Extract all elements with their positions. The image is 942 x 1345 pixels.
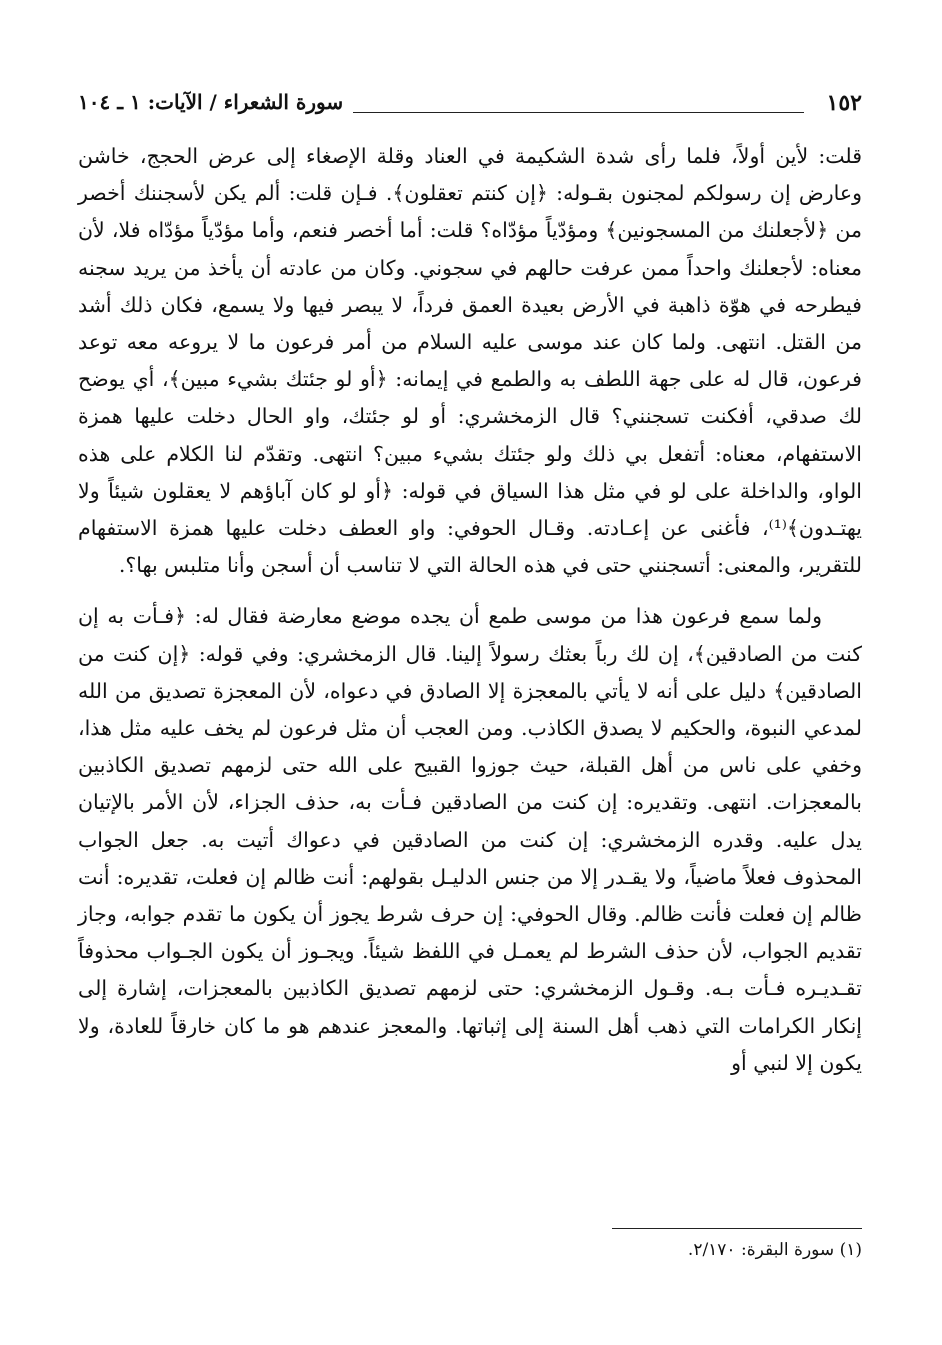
paragraph-1: قلت: لأين أولاً، فلما رأى شدة الشكيمة في العناد وقلة الإصغاء إلى عرض الحجج، خاشن وعارض إن رسولكم لمجنون بقـوله: ﴿إن كنتم تعقلون﴾. فـإن قلت: ألم يكن لأسجننك أخصر من ﴿لأجعلنك من المسجونين﴾ ومؤدّياً مؤدّاه؟ قلت: أما أخصر فنعم، وأما مؤدّياً مؤدّاه فلا، لأن معناه: لأجعلنك واحداً ممن عرفت حالهم في سجوني. وكان من عادته أن يأخذ من يريد سجنه فيطرحه في هوّة ذاهبة في الأرض بعيدة العمق فرداً، لا يبصر فيها ولا يسمع، فكان ذلك أشد من القتل. انتهى. ولما كان عند موسى عليه السلام من أمر فرعون ما لا يروعه معه توعد فرعون، قال له على جهة اللطف به والطمع في إيمانه: ﴿أو لو جئتك بشيء مبين﴾، أي يوضح لك صدقي، أفكنت تسجنني؟ قال الزمخشري: أو لو جئتك، واو الحال دخلت عليها همزة الاستفهام، معناه: أتفعل بي ذلك ولو جئتك بشيء مبين؟ انتهى. وتقدّم لنا الكلام على هذه الواو، والداخلة على لو في مثل هذا السياق في قوله: ﴿أو لو كان آباؤهم لا يعقلون شيئاً ولا يهتـدون﴾⁽¹⁾، فأغنى عن إعـادته. وقـال الحوفي: واو العطف دخلت عليها همزة الاستفهام للتقرير، والمعنى: أتسجنني حتى في هذه الحالة التي لا تناسب أن أسجن وأنا متلبس بها؟.: [78, 144, 862, 578]
header-rule: [353, 112, 804, 113]
main-text: [78, 138, 862, 1082]
footnote-rule: [612, 1228, 862, 1229]
paragraph-2: ولما سمع فرعون هذا من موسى طمع أن يجده موضع معارضة فقال له: ﴿فـأت به إن كنت من الصادقين﴾، إن لك رباً بعثك رسولاً إلينا. قال الزمخشري: وفي قوله: ﴿إن كنت من الصادقين﴾ دليل على أنه لا يأتي بالمعجزة إلا الصادق في دعواه، لأن المعجزة تصديق من الله لمدعي النبوة، والحكيم لا يصدق الكاذب. ومن العجب أن مثل فرعون لم يخف عليه مثل هذا، وخفي على ناس من أهل القبلة، حيث جوزوا القبيح على الله حتى لزمهم تصديق الكاذبين بالمعجزات. انتهى. وتقديره: إن كنت من الصادقين فـأت به، حذف الجزاء، لأن الأمر بالإتيان يدل عليه. وقدره الزمخشري: إن كنت من الصادقين في دعواك أتيت به. جعل الجواب المحذوف فعلاً ماضياً، ولا يقـدر إلا من جنس الدليـل بقولهم: أنت ظالم إن فعلت، تقديره: أنت ظالم إن فعلت فأنت ظالم. وقال الحوفي: إن حرف شرط يجوز أن يكون ما تقدم جوابه، وجاز تقديم الجواب، لأن حذف الشرط لم يعمـل في اللفظ شيئاً. ويجـوز أن يكون الجـواب محذوفاً تقـديـره فـأت بـه. وقـول الزمخشري: حتى لزمهم تصديق الكاذبين بالمعجزات، إشارة إلى إنكار الكرامات التي ذهب أهل السنة إلى إثباتها. والمعجز عندهم هو ما كان خارقاً للعادة، ولا يكون إلا لنبي أو: [78, 604, 862, 1075]
footnote: (١) سورة البقرة: ٢/١٧٠.: [687, 1240, 862, 1260]
running-title: سورة الشعراء / الآيات: ١ ـ ١٠٤: [78, 90, 344, 114]
page-header: [78, 90, 862, 130]
page-number: ١٥٢: [826, 90, 862, 116]
